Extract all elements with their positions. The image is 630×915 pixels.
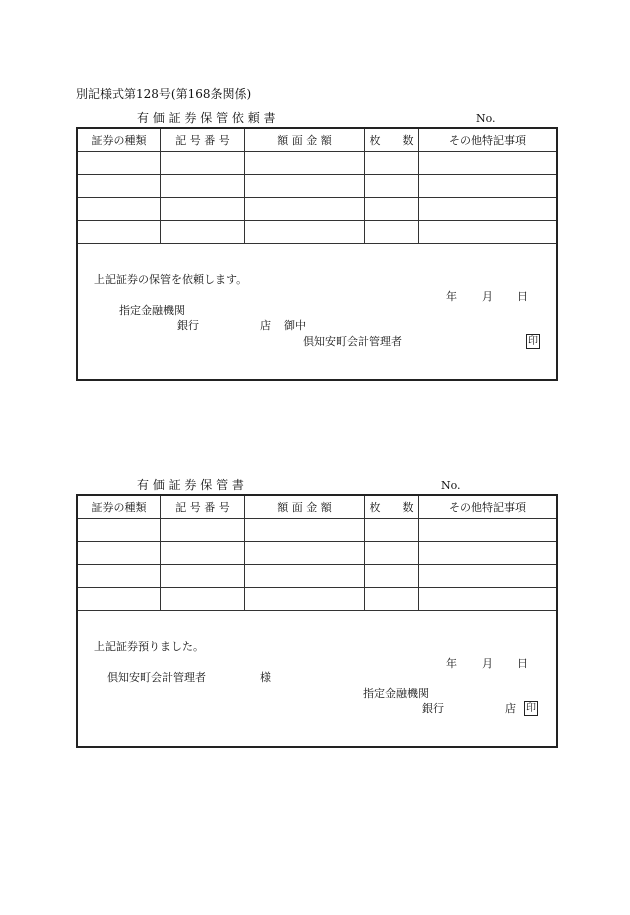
form1-table-header-row bbox=[78, 129, 556, 152]
table-cell[interactable] bbox=[419, 198, 557, 221]
form2-date-month: 月 bbox=[482, 657, 493, 670]
table-cell[interactable] bbox=[245, 588, 365, 611]
table-cell[interactable] bbox=[419, 152, 557, 175]
table-row bbox=[78, 152, 556, 175]
form1-statement: 上記証券の保管を依頼します。 bbox=[94, 273, 248, 286]
table-row bbox=[78, 542, 556, 565]
column-header-face-value: 額 面 金 額 bbox=[245, 129, 365, 152]
table-row bbox=[78, 519, 556, 542]
form1-addressee: 御中 bbox=[284, 319, 306, 332]
table-cell[interactable] bbox=[161, 198, 245, 221]
table-cell[interactable] bbox=[365, 175, 419, 198]
table-cell[interactable] bbox=[419, 542, 557, 565]
table-cell[interactable] bbox=[245, 519, 365, 542]
form1-securities-table bbox=[78, 129, 556, 244]
table-cell[interactable] bbox=[419, 175, 557, 198]
table-cell[interactable] bbox=[245, 565, 365, 588]
table-cell[interactable] bbox=[365, 221, 419, 244]
table-cell[interactable] bbox=[161, 152, 245, 175]
table-cell[interactable] bbox=[365, 519, 419, 542]
form2-bank-label: 銀行 bbox=[422, 702, 444, 715]
seal-icon: 印 bbox=[528, 336, 538, 347]
table-cell[interactable] bbox=[245, 175, 365, 198]
table-cell[interactable] bbox=[161, 221, 245, 244]
form1-branch-label: 店 bbox=[260, 319, 271, 332]
table-cell[interactable] bbox=[78, 565, 161, 588]
table-cell[interactable] bbox=[419, 588, 557, 611]
table-cell[interactable] bbox=[245, 152, 365, 175]
table-cell[interactable] bbox=[78, 152, 161, 175]
form2-table-header-row bbox=[78, 496, 556, 519]
form2-date-year: 年 bbox=[446, 657, 457, 670]
column-header-face-value: 額 面 金 額 bbox=[245, 496, 365, 519]
table-cell[interactable] bbox=[161, 588, 245, 611]
table-row bbox=[78, 565, 556, 588]
column-header-security-type: 証券の種類 bbox=[78, 496, 161, 519]
table-cell[interactable] bbox=[245, 221, 365, 244]
column-header-quantity: 枚 数 bbox=[365, 496, 419, 519]
table-cell[interactable] bbox=[161, 565, 245, 588]
form1-institution-label: 指定金融機関 bbox=[119, 304, 185, 317]
form2-no-label: No. bbox=[441, 479, 461, 492]
table-cell[interactable] bbox=[365, 588, 419, 611]
form2-honorific: 様 bbox=[260, 671, 271, 684]
seal-icon: 印 bbox=[526, 703, 536, 714]
form2-seal-mark bbox=[524, 701, 538, 716]
form2-manager-label: 倶知安町会計管理者 bbox=[107, 671, 206, 684]
table-row bbox=[78, 221, 556, 244]
table-cell[interactable] bbox=[365, 542, 419, 565]
table-cell[interactable] bbox=[161, 519, 245, 542]
form1-bank-label: 銀行 bbox=[177, 319, 199, 332]
table-cell[interactable] bbox=[78, 221, 161, 244]
form2-box bbox=[76, 494, 558, 748]
table-row bbox=[78, 588, 556, 611]
table-cell[interactable] bbox=[161, 175, 245, 198]
column-header-serial-number: 記 号 番 号 bbox=[161, 496, 245, 519]
column-header-remarks: その他特記事項 bbox=[419, 129, 557, 152]
form1-seal-mark bbox=[526, 334, 540, 349]
table-row bbox=[78, 198, 556, 221]
table-cell[interactable] bbox=[365, 152, 419, 175]
table-cell[interactable] bbox=[419, 221, 557, 244]
form2-date-day: 日 bbox=[517, 657, 528, 670]
form1-title: 有 価 証 券 保 管 依 頼 書 bbox=[137, 111, 276, 125]
table-cell[interactable] bbox=[365, 198, 419, 221]
table-cell[interactable] bbox=[365, 565, 419, 588]
form2-branch-label: 店 bbox=[505, 702, 516, 715]
table-cell[interactable] bbox=[161, 542, 245, 565]
table-cell[interactable] bbox=[78, 175, 161, 198]
form1-date-year: 年 bbox=[446, 290, 457, 303]
table-cell[interactable] bbox=[245, 542, 365, 565]
form2-institution-label: 指定金融機関 bbox=[363, 687, 429, 700]
form2-title: 有 価 証 券 保 管 書 bbox=[137, 478, 244, 492]
table-cell[interactable] bbox=[419, 519, 557, 542]
form1-manager-label: 倶知安町会計管理者 bbox=[303, 335, 402, 348]
form1-no-label: No. bbox=[476, 112, 496, 125]
table-cell[interactable] bbox=[78, 519, 161, 542]
form1-date-month: 月 bbox=[482, 290, 493, 303]
table-cell[interactable] bbox=[78, 588, 161, 611]
table-row bbox=[78, 175, 556, 198]
column-header-security-type: 証券の種類 bbox=[78, 129, 161, 152]
form-reference-label: 別記様式第128号(第168条関係) bbox=[76, 87, 252, 101]
form2-statement: 上記証券預りました。 bbox=[94, 640, 204, 653]
column-header-quantity: 枚 数 bbox=[365, 129, 419, 152]
table-cell[interactable] bbox=[78, 542, 161, 565]
table-cell[interactable] bbox=[419, 565, 557, 588]
column-header-serial-number: 記 号 番 号 bbox=[161, 129, 245, 152]
form2-securities-table bbox=[78, 496, 556, 611]
form1-date-day: 日 bbox=[517, 290, 528, 303]
table-cell[interactable] bbox=[78, 198, 161, 221]
table-cell[interactable] bbox=[245, 198, 365, 221]
column-header-remarks: その他特記事項 bbox=[419, 496, 557, 519]
